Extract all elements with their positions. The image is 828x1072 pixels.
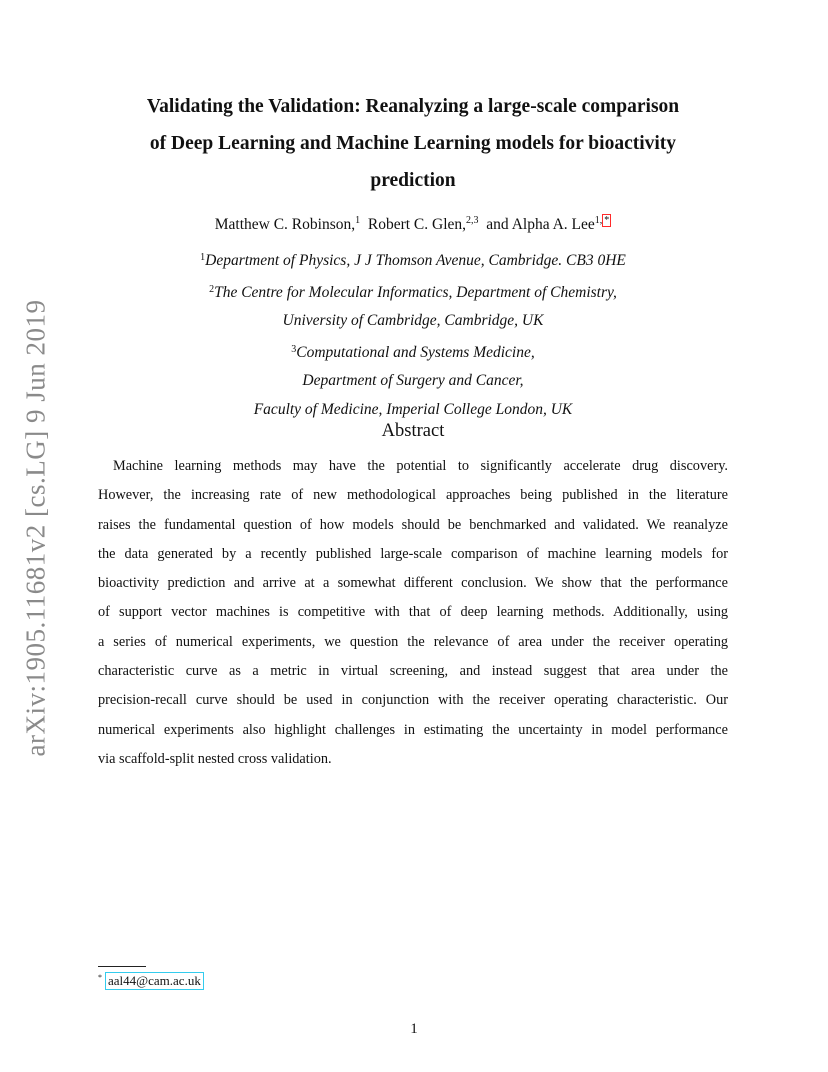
affiliation-medicine (98, 336, 728, 368)
abstract-line: the data generated by a recently published large-scale comparison of machine learning models for (98, 545, 728, 562)
footnote-marker: * (98, 973, 102, 982)
abstract-heading: Abstract (381, 421, 445, 441)
affiliations (98, 244, 728, 424)
abstract-line: raises the fundamental question of how models should be benchmarked and validated. We reanalyze (98, 516, 728, 533)
abstract-line: a series of numerical experiments, we question the relevance of area under the receiver operating (98, 633, 728, 650)
affiliation-text: Department of Physics, J J Thomson Avenue, Cambridge. CB3 0HE (205, 252, 626, 269)
abstract-line: Machine learning methods may have the potential to significantly accelerate drug discovery. (113, 458, 728, 474)
abstract-body (98, 452, 728, 774)
author-lee-affiliation: 1, (594, 215, 603, 226)
affiliation-chemistry-cont: University of Cambridge, Cambridge, UK (282, 312, 544, 329)
author-list (98, 214, 728, 234)
email-link[interactable]: aal44@cam.ac.uk (105, 972, 204, 990)
footnote-divider (98, 966, 146, 967)
abstract-line: numerical experiments also highlight challenges in estimating the uncertainty in model performance (98, 721, 728, 738)
title-line: Validating the Validation: Reanalyzing a large-scale comparison (146, 96, 680, 117)
footnote (98, 972, 204, 990)
corresponding-author-link[interactable]: * (604, 215, 610, 226)
abstract-line: characteristic curve as a metric in virtual screening, and instead suggest that area under the (98, 663, 728, 680)
author-lee: Alpha A. Lee (511, 216, 595, 233)
affiliation-marker: 2 (209, 283, 215, 295)
abstract-line: bioactivity prediction and arrive at a somewhat different conclusion. We show that the performance (98, 575, 728, 592)
paper-title (98, 88, 728, 199)
page-number: 1 (410, 1021, 418, 1037)
affiliation-medicine-cont: Faculty of Medicine, Imperial College London, UK (253, 400, 573, 418)
abstract-line: However, the increasing rate of new methodological approaches being published in the literature (98, 487, 728, 504)
affiliation-text: The Centre for Molecular Informatics, Department of Chemistry, (214, 283, 617, 301)
affiliation-marker: 1 (200, 252, 206, 263)
title-line: prediction (370, 170, 456, 191)
title-line: of Deep Learning and Machine Learning models for bioactivity (149, 133, 677, 154)
arxiv-identifier-stamp: arXiv:1905.11681v2 [cs.LG] 9 Jun 2019 (20, 299, 51, 757)
author-robinson-affiliation: 1 (355, 215, 361, 226)
affiliation-medicine-cont: Department of Surgery and Cancer, (302, 372, 524, 389)
abstract-line: via scaffold-split nested cross validation. (98, 750, 332, 767)
author-glen-affiliation: 2,3 (466, 215, 479, 226)
affiliation-chemistry (98, 276, 728, 308)
affiliation-text: Computational and Systems Medicine, (296, 343, 535, 361)
author-robinson: Matthew C. Robinson, (214, 216, 356, 233)
affiliation-physics (98, 244, 728, 276)
author-glen: Robert C. Glen, (367, 216, 467, 233)
abstract-line: of support vector machines is competitive with that of deep learning methods. Additionally, using (98, 604, 728, 621)
affiliation-marker: 3 (291, 343, 297, 355)
abstract-line: precision-recall curve should be used in conjunction with the receiver operating characteristic. Our (98, 692, 728, 709)
author-connector: and (486, 216, 509, 233)
